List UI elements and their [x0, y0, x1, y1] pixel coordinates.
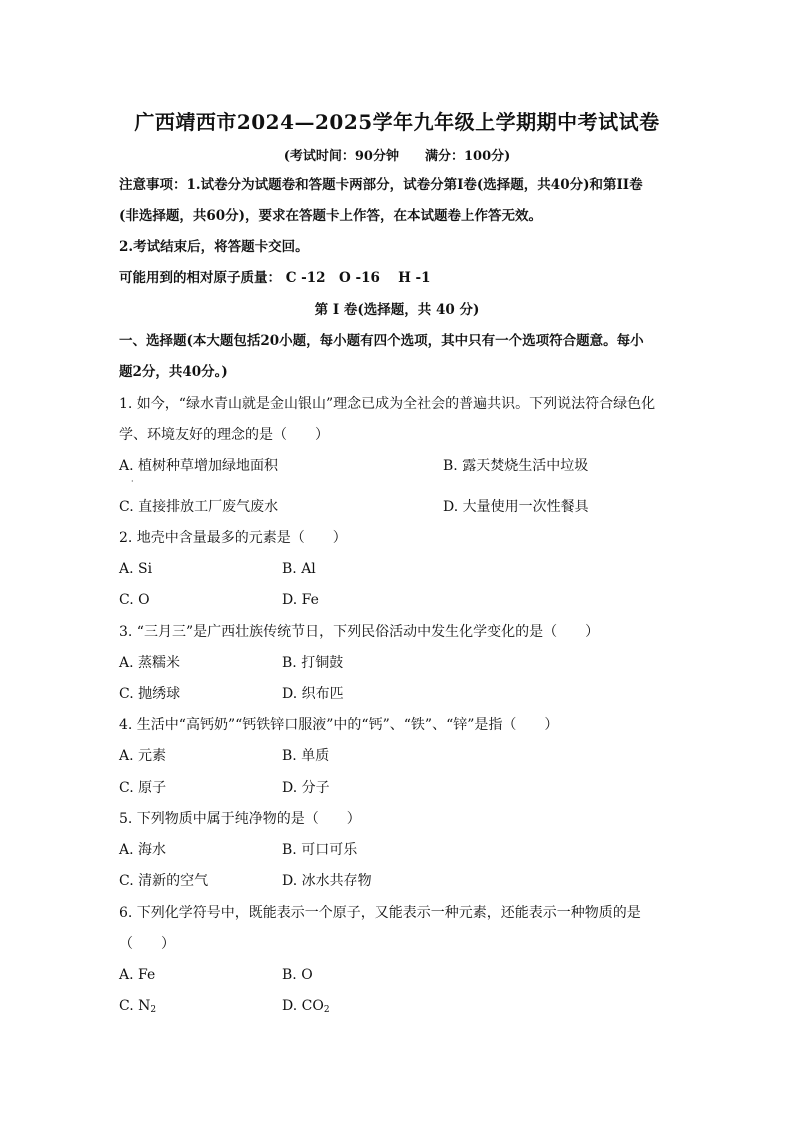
question-5-stem: 5. 下列物质中属于纯净物的是（ ） — [119, 811, 361, 827]
exam-title: 广西靖西市2024—2025学年九年级上学期期中考试试卷 — [134, 110, 660, 134]
question-3-option-c: C. 抛绣球 — [119, 686, 181, 702]
stray-dot-mark: · — [131, 477, 134, 486]
question-6-option-c — [119, 996, 156, 1020]
question-6-option-a: A. Fe — [119, 967, 156, 983]
notice-line-3: 2.考试结束后，将答题卡交回。 — [119, 239, 309, 255]
question-1-option-d: D. 大量使用一次性餐具 — [443, 499, 589, 515]
question-1-stem-line-1: 1. 如今，“绿水青山就是金山银山”理念已成为全社会的普遍共识。下列说法符合绿色化 — [119, 396, 656, 412]
question-6-option-b: B. O — [282, 967, 313, 983]
question-6-option-c-subscript: 2 — [150, 1005, 157, 1015]
question-3-stem: 3. “三月三”是广西壮族传统节日，下列民俗活动中发生化学变化的是（ ） — [119, 624, 600, 640]
notice-line-2: (非选择题，共60分)，要求在答题卡上作答，在本试题卷上作答无效。 — [119, 208, 543, 224]
question-4-stem: 4. 生活中“高钙奶”“钙铁锌口服液”中的“钙”、“铁”、“锌”是指（ ） — [119, 717, 559, 733]
part-intro-line-2: 题2分，共40分。) — [119, 364, 228, 380]
exam-subtitle: (考试时间：90分钟 满分：100分) — [283, 149, 511, 164]
question-3-option-b: B. 打铜鼓 — [282, 655, 344, 671]
question-1-option-a: A. 植树种草增加绿地面积 — [119, 458, 279, 474]
question-4-option-a: A. 元素 — [119, 748, 167, 764]
question-6-option-d — [282, 996, 330, 1020]
question-2-option-c: C. O — [119, 592, 150, 608]
question-4-option-c: C. 原子 — [119, 780, 167, 796]
question-5-option-b: B. 可口可乐 — [282, 842, 358, 858]
question-1-option-c: C. 直接排放工厂废气废水 — [119, 499, 279, 515]
question-2-option-b: B. Al — [282, 561, 316, 577]
question-6-stem-line-1: 6. 下列化学符号中，既能表示一个原子，又能表示一种元素，还能表示一种物质的是 — [119, 905, 641, 921]
question-2-option-a: A. Si — [119, 561, 153, 577]
question-3-option-a: A. 蒸糯米 — [119, 655, 181, 671]
question-1-option-b: B. 露天焚烧生活中垃圾 — [443, 458, 589, 474]
question-2-option-d: D. Fe — [282, 592, 319, 608]
question-2-stem: 2. 地壳中含量最多的元素是（ ） — [119, 530, 347, 546]
question-3-option-d: D. 织布匹 — [282, 686, 344, 702]
question-5-option-c: C. 清新的空气 — [119, 873, 209, 889]
question-6-option-d-text: D. CO — [282, 998, 324, 1014]
atomic-mass-line: 可能用到的相对原子质量： C -12 O -16 H -1 — [119, 270, 431, 286]
question-4-option-d: D. 分子 — [282, 780, 330, 796]
section-title: 第 I 卷(选择题，共 40 分) — [314, 302, 480, 318]
notice-line-1: 注意事项：1.试卷分为试题卷和答题卡两部分，试卷分第I卷(选择题，共40分)和第II卷 — [119, 177, 643, 193]
question-6-stem-line-2: （ ） — [119, 936, 175, 952]
question-4-option-b: B. 单质 — [282, 748, 330, 764]
question-5-option-d: D. 冰水共存物 — [282, 873, 372, 889]
question-6-option-c-text: C. N — [119, 998, 151, 1014]
question-1-stem-line-2: 学、环境友好的理念的是（ ） — [119, 427, 329, 443]
question-5-option-a: A. 海水 — [119, 842, 167, 858]
part-intro-line-1: 一、选择题(本大题包括20小题，每小题有四个选项，其中只有一个选项符合题意。每小 — [119, 333, 644, 349]
question-6-option-d-subscript: 2 — [323, 1005, 330, 1015]
